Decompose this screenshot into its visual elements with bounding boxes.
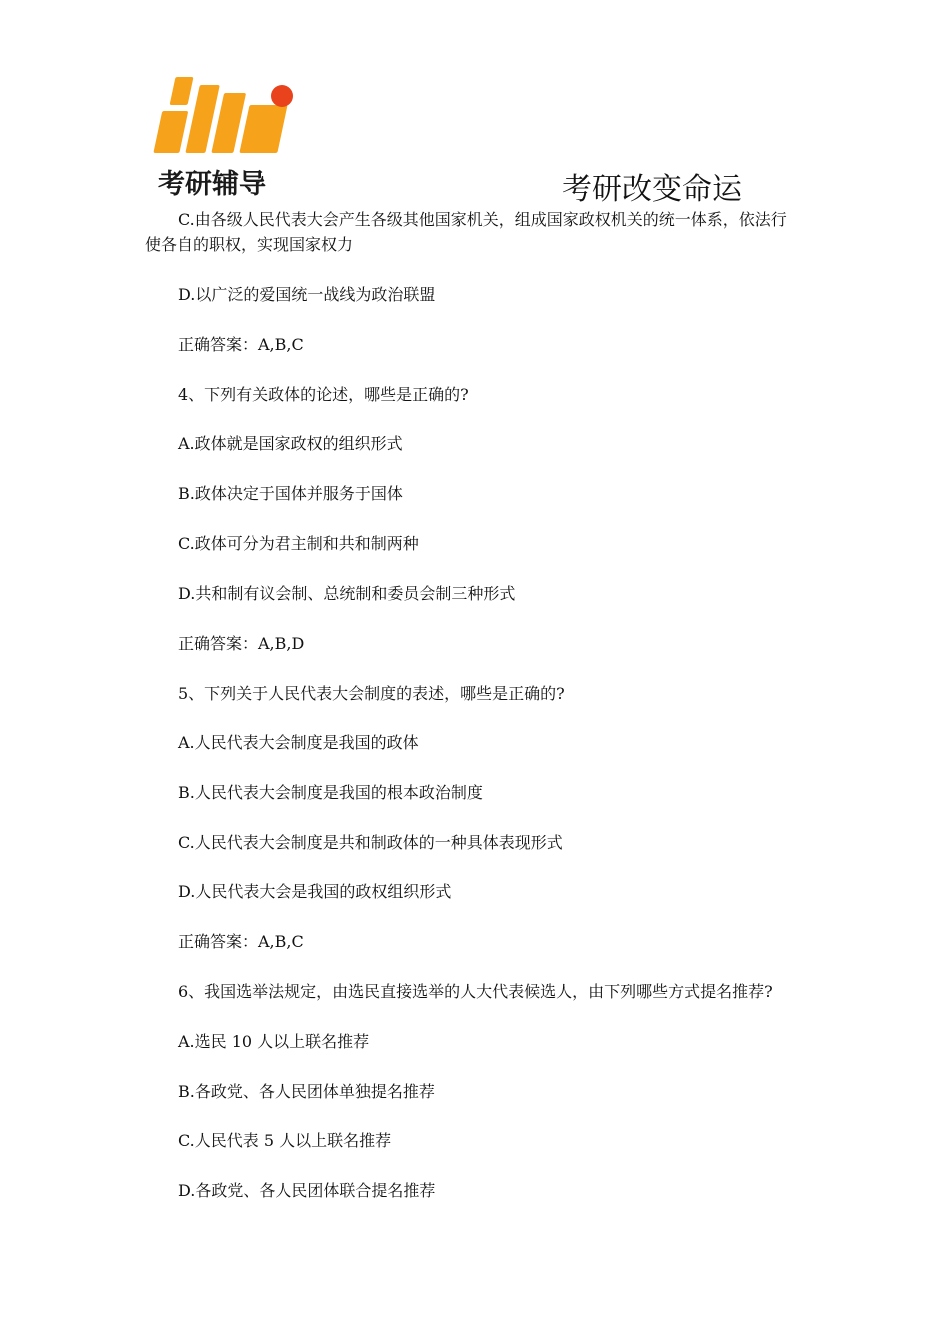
q6-option-a: A.选民 10 人以上联名推荐 (178, 1032, 370, 1051)
q6-option-c: C.人民代表 5 人以上联名推荐 (178, 1131, 392, 1150)
q5-question: 5、下列关于人民代表大会制度的表述，哪些是正确的? (178, 684, 565, 703)
q5-answer: 正确答案：A,B,C (178, 932, 304, 951)
q4-answer: 正确答案：A,B,D (178, 634, 305, 653)
q5-option-c: C.人民代表大会制度是共和制政体的一种具体表现形式 (178, 833, 563, 852)
q4-option-c: C.政体可分为君主制和共和制两种 (178, 534, 419, 553)
kaicheng-logo (150, 70, 302, 198)
q3-option-d: D.以广泛的爱国统一战线为政治联盟 (178, 285, 436, 304)
q6-option-b: B.各政党、各人民团体单独提名推荐 (178, 1082, 435, 1101)
q4-option-d: D.共和制有议会制、总统制和委员会制三种形式 (178, 584, 516, 603)
q3-answer: 正确答案：A,B,C (178, 335, 304, 354)
q5-option-b: B.人民代表大会制度是我国的根本政治制度 (178, 783, 483, 802)
q5-option-a: A.人民代表大会制度是我国的政体 (178, 733, 419, 752)
q3-option-c-line1: C.由各级人民代表大会产生各级其他国家机关，组成国家政权机关的统一体系，依法行 (178, 210, 787, 229)
q3-option-c-line2: 使各自的职权，实现国家权力 (145, 235, 354, 254)
logo-subtitle: 考研辅导 (158, 169, 266, 200)
slogan: 考研改变命运 (562, 172, 742, 207)
q6-question: 6、我国选举法规定，由选民直接选举的人大代表候选人，由下列哪些方式提名推荐? (178, 982, 773, 1001)
q4-option-b: B.政体决定于国体并服务于国体 (178, 484, 403, 503)
q4-question: 4、下列有关政体的论述，哪些是正确的? (178, 385, 469, 404)
q4-option-a: A.政体就是国家政权的组织形式 (178, 434, 403, 453)
q6-option-d: D.各政党、各人民团体联合提名推荐 (178, 1181, 436, 1200)
q5-option-d: D.人民代表大会是我国的政权组织形式 (178, 882, 452, 901)
logo-mark (150, 70, 302, 162)
logo-dot (271, 85, 293, 107)
